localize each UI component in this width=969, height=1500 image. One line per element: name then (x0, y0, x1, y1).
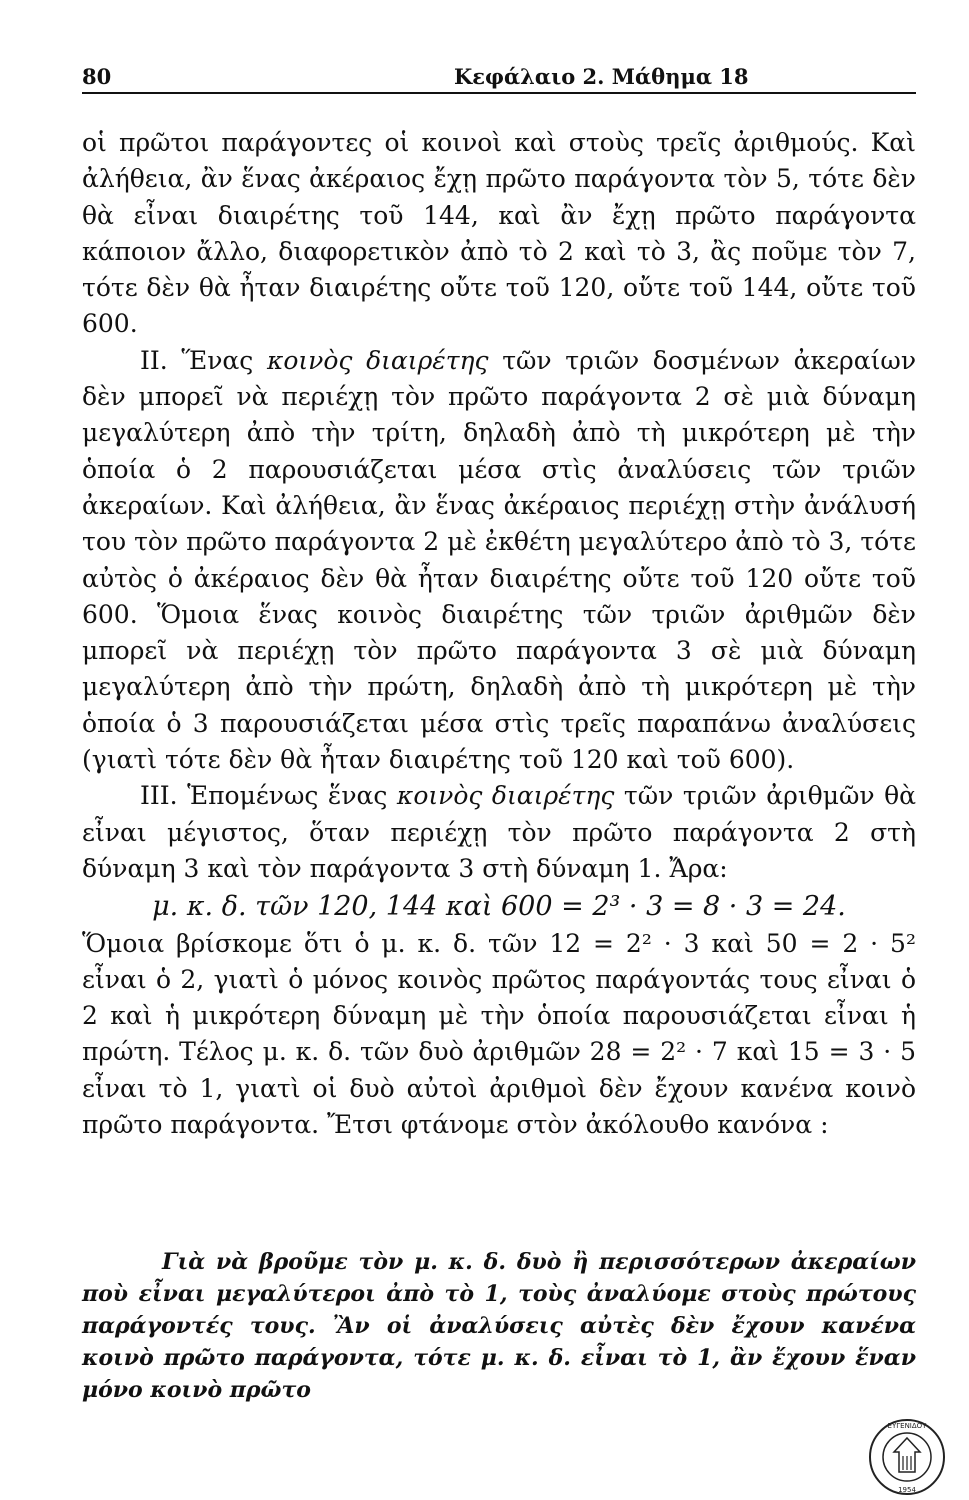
paragraph-2 (82, 343, 916, 779)
paragraph-2-lead: II. Ἕνας (140, 345, 267, 375)
paragraph-4: Ὅμοια βρίσκομε ὅτι ὁ μ. κ. δ. τῶν 12 = 2² · 3 καὶ 50 = 2 · 5² εἶναι ὁ 2, γιατὶ ὁ μόνος κοινὸς πρῶτος παράγοντάς τους εἶναι ὁ 2 καὶ ἡ μικρότερη δύναμη μὲ τὴν ὁποία παρουσιάζεται εἶναι ἡ πρώτη. Τέλος μ. κ. δ. τῶν δυὸ ἀριθμῶν 28 = 2² · 7 καὶ 15 = 3 · 5 εἶναι τὸ 1, γιατὶ οἱ δυὸ αὐτοὶ ἀριθμοὶ δὲν ἔχουν κανένα κοινὸ πρῶτο παράγοντα. Ἔτσι φτάνομε στὸν ἀκόλουθο κανόνα : (82, 928, 916, 1140)
paragraph-1: οἱ πρῶτοι παράγοντες οἱ κοινοὶ καὶ στοὺς τρεῖς ἀριθμούς. Καὶ ἀλήθεια, ἂν ἕνας ἀκέραιος ἔχῃ πρῶτο παράγοντα τὸν 5, τότε δὲν θὰ εἶναι διαιρέτης τοῦ 144, καὶ ἂν ἔχῃ πρῶτο παράγοντα κάποιον ἄλλο, διαφορετικὸν ἀπὸ τὸ 2 καὶ τὸ 3, ἂς ποῦμε τὸν 7, τότε δὲν θὰ ἦταν διαιρέτης οὔτε τοῦ 120, οὔτε τοῦ 144, οὔτε τοῦ 600. (82, 128, 916, 339)
svg-text:ΕΥΓΕΝΙΔΟΥ: ΕΥΓΕΝΙΔΟΥ (887, 1422, 927, 1430)
paragraph-2-emphasis: κοινὸς διαιρέτης (266, 345, 489, 375)
page-header (82, 64, 916, 94)
page-number: 80 (82, 64, 112, 89)
paragraph-3 (82, 778, 916, 887)
foundation-seal-icon (868, 1418, 946, 1496)
paragraph-3-lead: III. Ἑπομένως ἕνας (140, 781, 397, 811)
rule-text (82, 1246, 916, 1406)
paragraph-3-rest: τῶν τριῶν ἀριθμῶν θὰ εἶναι μέγιστος, ὅταν περιέχῃ τὸν πρῶτο παράγοντα 2 στὴ δύναμη 3 καὶ τὸν παράγοντα 3 στὴ δύναμη 1. Ἄρα: (82, 781, 916, 883)
svg-text:1954: 1954 (898, 1486, 916, 1494)
running-title: Κεφάλαιο 2. Μάθημα 18 (454, 64, 749, 89)
gcd-rule: Γιὰ νὰ βροῦμε τὸν μ. κ. δ. δυὸ ἢ περισσότερων ἀκεραίων ποὺ εἶναι μεγαλύτεροι ἀπὸ τὸ 1, τοὺς ἀναλύομε στοὺς πρώτους παράγοντές τους. Ἂν οἱ ἀναλύσεις αὐτὲς δὲν ἔχουν κανένα κοινὸ πρῶτο παράγοντα, τότε μ. κ. δ. εἶναι τὸ 1, ἂν ἔχουν ἕναν μόνο κοινὸ πρῶτο (82, 1249, 916, 1403)
body-text (82, 125, 916, 1143)
paragraph-2-rest: τῶν τριῶν δοσμένων ἀκεραίων δὲν μπορεῖ νὰ περιέχῃ τὸν πρῶτο παράγοντα 2 σὲ μιὰ δύναμη μεγαλύτερη ἀπὸ τὴν τρίτη, δηλαδὴ ἀπὸ τὴ μικρότερη μὲ τὴν ὁποία ὁ 2 παρουσιάζεται μέσα στὶς ἀναλύσεις τῶν τριῶν ἀκεραίων. Καὶ ἀλήθεια, ἂν ἕνας ἀκέραιος περιέχῃ στὴν ἀνάλυσή του τὸν πρῶτο παράγοντα 2 μὲ ἐκθέτη μεγαλύτερο ἀπὸ τὸ 3, τότε αὐτὸς ὁ ἀκέραιος δὲν θὰ ἦταν διαιρέτης οὔτε τοῦ 120 οὔτε τοῦ 600. Ὅμοια ἕνας κοινὸς διαιρέτης τῶν τριῶν ἀριθμῶν δὲν μπορεῖ νὰ περιέχῃ τὸν πρῶτο παράγοντα 3 σὲ μιὰ δύναμη μεγαλύτερη ἀπὸ τὴν πρώτη, δηλαδὴ ἀπὸ τὴ μικρότερη μὲ τὴν ὁποία ὁ 3 παρουσιάζεται μέσα στὶς τρεῖς παραπάνω ἀναλύσεις (γιατὶ τότε δὲν θὰ ἦταν διαιρέτης τοῦ 120 καὶ τοῦ 600). (82, 345, 917, 775)
gcd-formula: μ. κ. δ. τῶν 120, 144 καὶ 600 = 2³ · 3 = 8 · 3 = 24. (152, 891, 846, 923)
paragraph-3-emphasis: κοινὸς διαιρέτης (396, 781, 615, 811)
